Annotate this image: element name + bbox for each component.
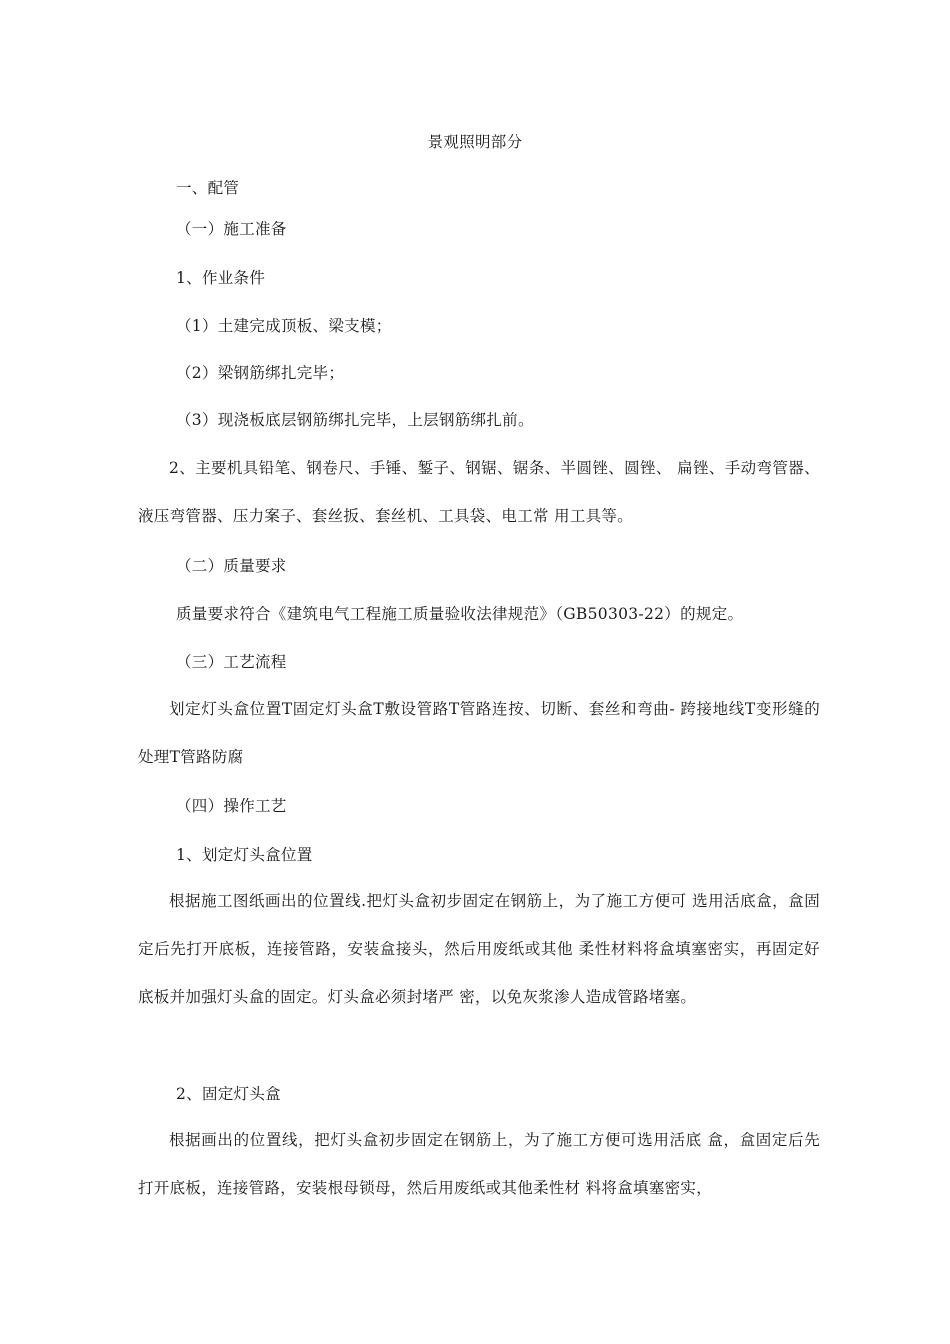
item-heading-work-conditions: 1、作业条件 xyxy=(176,269,266,287)
item-heading-mark-box-position: 1、划定灯头盒位置 xyxy=(176,846,313,864)
subsection-heading-preparation: （一）施工准备 xyxy=(176,220,287,238)
subsection-heading-quality: （二）质量要求 xyxy=(176,557,287,575)
section-heading-piping: 一、配管 xyxy=(176,179,240,197)
paragraph-process-flow: 划定灯头盒位置T固定灯头盒T敷设管路T管路连按、切断、套丝和弯曲- 跨接地线T变形缝的处理T管路防腐 xyxy=(138,700,820,766)
paragraph-quality-requirement: 质量要求符合《建筑电气工程施工质量验收法律规范》（GB50303-22）的规定。 xyxy=(176,605,744,623)
paragraph-fix-box: 根据画出的位置线，把灯头盒初步固定在钢筋上，为了施工方便可选用活底 盒，盒固定后先打开底板，连接管路，安装根母锁母，然后用废纸或其他柔性材 料将盒填塞密实， xyxy=(138,1131,820,1197)
condition-item-3: （3）现浇板底层钢筋绑扎完毕，上层钢筋绑扎前。 xyxy=(176,411,534,429)
paragraph-mark-box-position: 根据施工图纸画出的位置线.把灯头盒初步固定在钢筋上，为了施工方便可 选用活底盒，盒固定后先打开底板，连接管路，安装盒接头，然后用废纸或其他 柔性材料将盒填塞密实，再固定好底板并加强灯头盒的固定。灯头盒必须封堵严 密，以免灰浆渗人造成管路堵塞。 xyxy=(138,892,820,1006)
paragraph-main-tools: 2、主要机具铅笔、钢卷尺、手锤、錾子、钢锯、锯条、半圆锉、圆锉、 扁锉、手动弯管器、液压弯管器、压力案子、套丝扳、套丝机、工具袋、电工常 用工具等。 xyxy=(138,459,820,525)
subsection-heading-operation: （四）操作工艺 xyxy=(176,797,287,815)
subsection-heading-process-flow: （三）工艺流程 xyxy=(176,653,287,671)
condition-item-2: （2）梁钢筋绑扎完毕； xyxy=(176,364,345,382)
item-heading-fix-box: 2、固定灯头盒 xyxy=(176,1085,281,1103)
document-title: 景观照明部分 xyxy=(427,133,523,151)
condition-item-1: （1）土建完成顶板、梁支模； xyxy=(176,317,392,335)
